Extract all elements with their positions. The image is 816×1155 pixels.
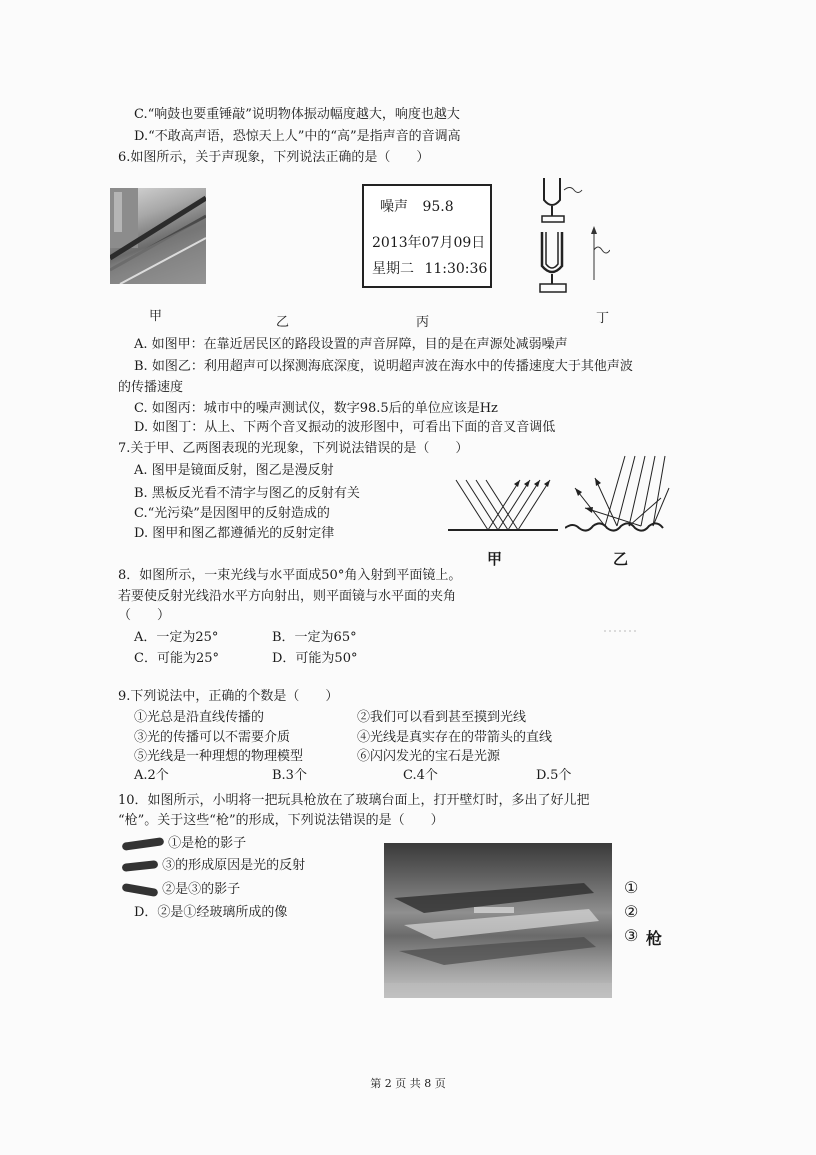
waveform-icon bbox=[591, 226, 610, 280]
q6-option-d: D. 如图丁：从上、下两个音叉振动的波形图中，可看出下面的音叉音调低 bbox=[134, 420, 556, 435]
fig7-label-jia: 甲 bbox=[487, 550, 503, 568]
q9-statement-1: ①光总是沿直线传播的 bbox=[134, 710, 265, 725]
q6-option-b: B. 如图乙：利用超声可以探测海底深度，说明超声波在海水中的传播速度大于其他声波 bbox=[134, 359, 633, 374]
q10-option-b bbox=[122, 858, 305, 874]
q6-option-a: A. 如图甲：在靠近居民区的路段设置的声音屏障，目的是在声源处减弱噪声 bbox=[134, 337, 568, 352]
upper-tuning-fork-icon bbox=[542, 178, 582, 222]
fig6-label-bing: 丙 bbox=[416, 315, 430, 330]
q10-mark-2: ② bbox=[624, 902, 639, 921]
q9-option-a: A.2个 bbox=[134, 768, 169, 783]
meter-time: 11:30:36 bbox=[424, 261, 488, 277]
q9-option-b: B.3个 bbox=[272, 768, 307, 783]
q10-option-a bbox=[122, 836, 246, 852]
q10-stem-line1: 10．如图所示，小明将一把玩具枪放在了玻璃台面上，打开壁灯时，多出了好儿把 bbox=[118, 793, 590, 808]
q8-stem-line1: 8．如图所示，一束光线与水平面成50°角入射到平面镜上。 bbox=[118, 568, 462, 583]
q9-option-c: C.4个 bbox=[403, 768, 438, 783]
page-footer: 第 2 页 共 8 页 bbox=[370, 1077, 446, 1090]
q9-statement-6: ⑥闪闪发光的宝石是光源 bbox=[357, 749, 501, 764]
toy-gun-photo bbox=[384, 843, 612, 998]
scribble-mark-c bbox=[122, 882, 159, 896]
scribble-mark-b bbox=[122, 860, 159, 872]
q10-option-c-text: ②是③的影子 bbox=[162, 882, 241, 897]
q9-statement-3: ③光的传播可以不需要介质 bbox=[134, 730, 291, 745]
scribble-mark-a bbox=[122, 837, 165, 851]
q9-statement-5: ⑤光线是一种理想的物理模型 bbox=[134, 749, 304, 764]
meter-date: 2013年07月09日 bbox=[372, 235, 486, 251]
noise-barrier-photo bbox=[110, 188, 206, 284]
fig6-label-ding: 丁 bbox=[596, 311, 610, 326]
meter-weekday: 星期二 bbox=[372, 261, 414, 277]
q5-option-c: C.“响鼓也要重锤敲”说明物体振动幅度越大，响度也越大 bbox=[134, 107, 460, 122]
q8-stem-line2: 若要使反射光线沿水平方向射出，则平面镜与水平面的夹角 bbox=[118, 589, 457, 604]
q7-stem: 7.关于甲、乙两图表现的光现象，下列说法错误的是（ ） bbox=[118, 441, 469, 456]
q8-option-d: D．可能为50° bbox=[272, 651, 358, 666]
q5-option-d: D.“不敢高声语，恐惊天上人”中的“高”是指声音的音调高 bbox=[134, 129, 461, 144]
q10-stem-line2: “枪”。关于这些“枪”的形成，下列说法错误的是（ ） bbox=[118, 813, 444, 828]
q10-option-d: D．②是①经玻璃所成的像 bbox=[134, 905, 288, 920]
q6-option-c: C. 如图丙：城市中的噪声测试仪，数字98.5后的单位应该是Hz bbox=[134, 401, 498, 416]
lower-tuning-fork-icon bbox=[540, 232, 566, 292]
q10-mark-1: ① bbox=[624, 878, 639, 897]
q6-stem: 6.如图所示，关于声现象，下列说法正确的是（ ） bbox=[118, 150, 430, 165]
q7-option-b: B. 黑板反光看不清字与图乙的反射有关 bbox=[134, 486, 360, 501]
q9-option-d: D.5个 bbox=[536, 768, 572, 783]
q7-option-a: A. 图甲是镜面反射，图乙是漫反射 bbox=[134, 463, 334, 478]
noise-label: 噪声 bbox=[380, 199, 408, 215]
q10-option-b-text: ③的形成原因是光的反射 bbox=[162, 858, 306, 873]
diffuse-reflection-diagram bbox=[565, 448, 675, 538]
fig6-label-yi: 乙 bbox=[276, 315, 290, 330]
q10-option-a-text: ①是枪的影子 bbox=[168, 836, 247, 851]
q8-stem-line3: （ ） bbox=[118, 608, 171, 623]
noise-value: 95.8 bbox=[422, 199, 454, 215]
fig7-label-yi: 乙 bbox=[613, 550, 629, 568]
noise-barrier-drawing bbox=[110, 188, 206, 284]
noise-meter-display bbox=[362, 184, 492, 288]
q10-mark-3: ③ bbox=[624, 926, 639, 945]
q10-option-c bbox=[122, 882, 240, 898]
q7-option-c: C.“光污染”是因图甲的反射造成的 bbox=[134, 506, 330, 521]
fig6-label-jia: 甲 bbox=[149, 309, 163, 324]
q9-statement-2: ②我们可以看到甚至摸到光线 bbox=[357, 710, 527, 725]
q8-option-b: B．一定为65° bbox=[272, 630, 357, 645]
q8-option-c: C．可能为25° bbox=[134, 651, 219, 666]
q7-option-d: D. 图甲和图乙都遵循光的反射定律 bbox=[134, 526, 335, 541]
q10-mark-word: 枪 bbox=[646, 929, 663, 948]
faint-mirror-mark bbox=[604, 626, 638, 636]
q9-stem: 9.下列说法中，正确的个数是（ ） bbox=[118, 689, 339, 704]
toy-gun-drawing bbox=[384, 843, 612, 998]
specular-reflection-diagram bbox=[448, 470, 558, 540]
q6-option-b-cont: 的传播速度 bbox=[118, 380, 184, 395]
tuning-fork-figure bbox=[530, 170, 610, 300]
q9-statement-4: ④光线是真实存在的带箭头的直线 bbox=[357, 730, 553, 745]
q8-option-a: A．一定为25° bbox=[134, 630, 219, 645]
